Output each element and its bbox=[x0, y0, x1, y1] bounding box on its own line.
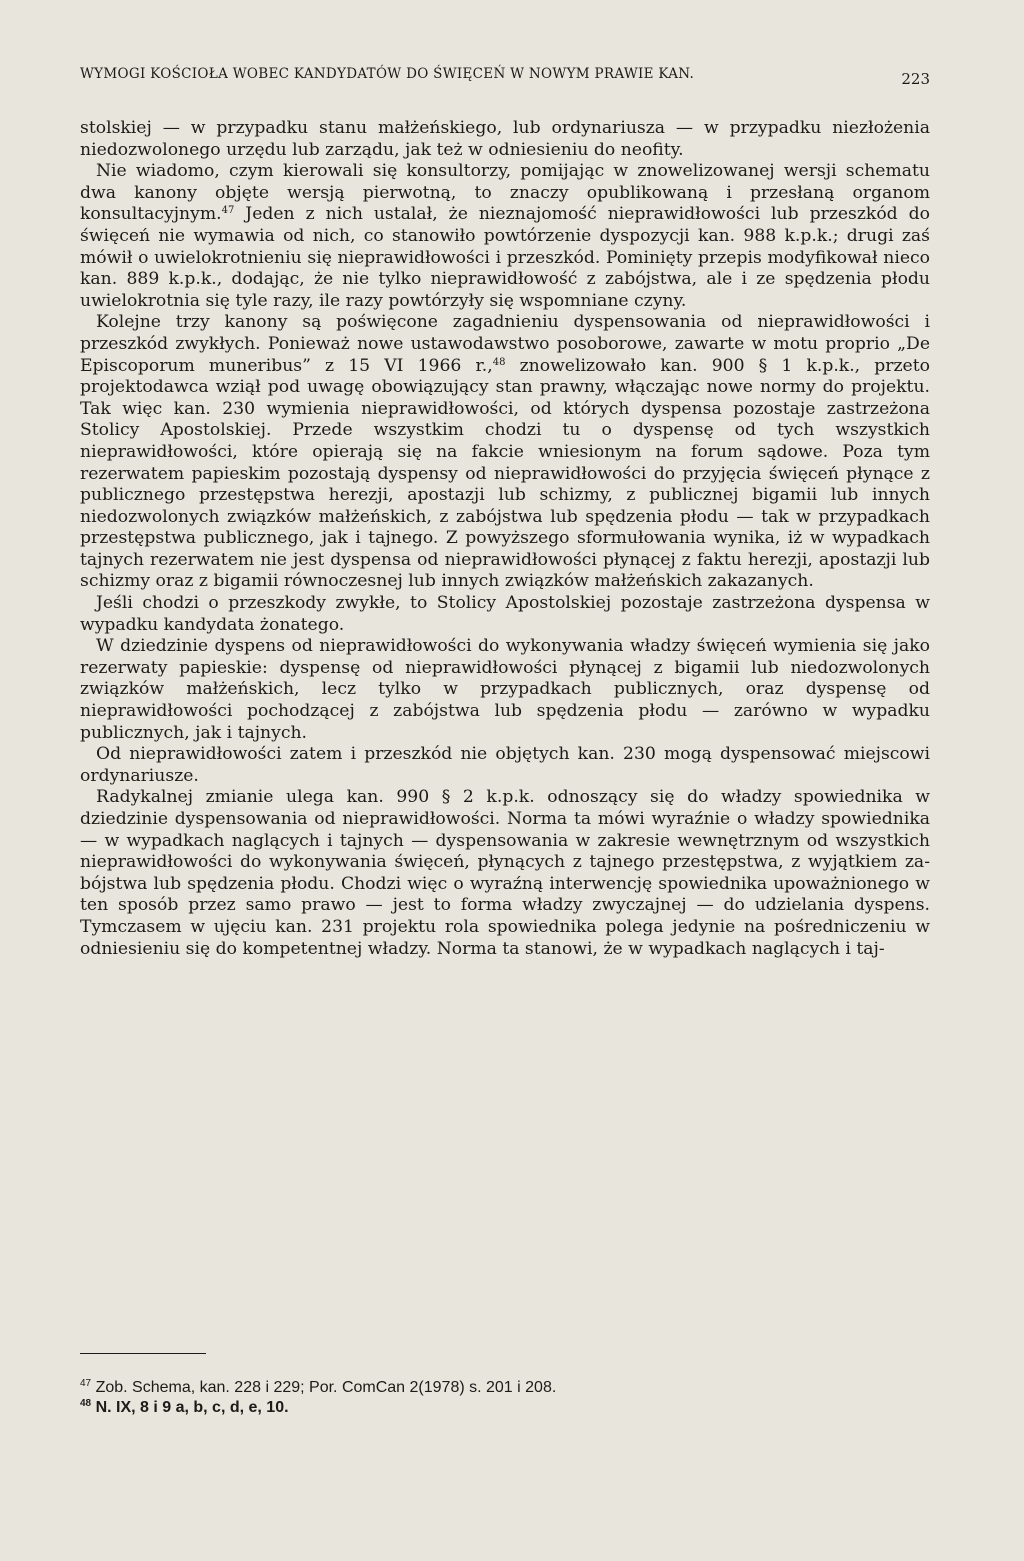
paragraph-text: stolskiej — w przypadku stanu małżeńskiego, lub ordynariusza — w przypadku niezłożenia niedozwolonego urzędu lub zarządu, jak też w odniesieniu do neofity. bbox=[80, 118, 930, 160]
footnote-text: Zob. Schema, kan. 228 i 229; Por. ComCan 2(1978) s. 201 i 208. bbox=[91, 1379, 557, 1396]
paragraph bbox=[80, 744, 930, 787]
paragraph-text: Kolejne trzy kanony są poświęcone zagadnieniu dyspensowania od nieprawidłowości i przeszkód zwykłych. Ponieważ nowe ustawodawstwo posoborowe, zawarte w motu proprio „De Episcoporum muneribus” z 15 VI 1966 r., bbox=[80, 312, 930, 376]
page-number: 223 bbox=[901, 70, 930, 88]
footnote-reference: 48 bbox=[492, 356, 506, 368]
paragraph-text: W dziedzinie dyspens od nieprawidłowości do wykonywania władzy święceń wymienia się jako rezerwaty papieskie: dyspensę od nieprawidłowości płynącej z bigamii lub niedozwolonych związków małżeńskich, lecz tylko w przypadkach publicznych, oraz dyspensę od nieprawidłowości pochodzącej z zabójstwa lub spędzenia płodu — zarówno w wypadku publicznych, jak i tajnych. bbox=[80, 636, 930, 743]
paragraph-text: znowelizowało kan. 900 § 1 k.p.k., przeto projektodawca wziął pod uwagę obowiązujący stan prawny, włączając nowe normy do projektu. Tak więc kan. 230 wymienia nieprawidłowości, od których dyspensa pozostaje zastrzeżona Stolicy Apostolskiej. Przede wszystkim chodzi tu o dyspensę od tych wszystkich nieprawidłowości, które opierają się na fakcie wniesionym na forum sądowe. Poza tym rezerwatem papieskim pozostają dyspensy od nieprawidłowości do przyjęcia święceń płynące z publicznego przestępstwa herezji, apostazji lub schizmy, z publicznej bigamii lub innych niedozwolonych związków małżeńskich, z zabójstwa lub spędzenia płodu — tak w przypadkach przestępstwa publicznego, jak i tajnego. Z powyższego sformułowania wynika, iż w wypadkach tajnych rezerwatem nie jest dyspensa od nieprawidłowości płynącej z faktu herezji, apostazji lub schizmy oraz z bigamii równoczesnej lub innych związków małżeńskich zakazanych. bbox=[80, 355, 930, 592]
footnote-reference: 47 bbox=[221, 205, 235, 217]
paragraph bbox=[80, 787, 930, 960]
paragraph-text: Jeden z nich ustalał, że nieznajomość nieprawidłowości lub przeszkód do święceń nie wymawia od nich, co stanowiło powtórzenie dyspozycji kan. 988 k.p.k.; drugi zaś mówił o uwielokrotnieniu się nieprawidłowości i przeszkód. Pominięty przepis modyfikował nieco kan. 889 k.p.k., dodając, że nie tylko nieprawidłowość z zabójstwa, ale i ze spędzenia płodu uwielokrotnia się tyle razy, ile razy powtórzyły się wspomniane czyny. bbox=[80, 204, 930, 311]
running-title: WYMOGI KOŚCIOŁA WOBEC KANDYDATÓW DO ŚWIĘCEŃ W NOWYM PRAWIE KAN. bbox=[80, 66, 695, 82]
paragraph bbox=[80, 118, 930, 161]
footnotes bbox=[80, 1378, 930, 1418]
paragraph-text: Od nieprawidłowości zatem i przeszkód nie objętych kan. 230 mogą dyspensować miejscowi ordynariusze. bbox=[80, 744, 930, 786]
footnote bbox=[80, 1378, 930, 1398]
footnote bbox=[80, 1398, 930, 1418]
footnote-mark: 47 bbox=[80, 1378, 92, 1389]
paragraph bbox=[80, 161, 930, 312]
paragraph-text: Radykalnej zmianie ulega kan. 990 § 2 k.p.k. odnoszący się do władzy spowiednika w dziedzinie dyspensowania od nieprawidłowości. Norma ta mówi wyraźnie o władzy spowiednika — w wypadkach naglących i tajnych — dyspensowania w zakresie wewnętrznym od wszystkich nieprawidłowości do wykonywania święceń, płynących z tajnego przestępstwa, z wyjątkiem zabójstwa lub spędzenia płodu. Chodzi więc o wyraźną interwencję spowiednika upoważnionego w ten sposób przez samo prawo — jest to forma władzy zwyczajnej — do udzielania dyspens. Tymczasem w ujęciu kan. 231 projektu rola spowiednika polega jedynie na pośredniczeniu w odniesieniu się do kompetentnej władzy. Norma ta stanowi, że w wypadkach naglących i taj- bbox=[80, 787, 930, 959]
running-header bbox=[80, 66, 930, 96]
paragraph bbox=[80, 636, 930, 744]
paragraph bbox=[80, 312, 930, 593]
footnote-separator bbox=[80, 1353, 206, 1354]
body-text bbox=[80, 118, 930, 960]
paragraph-text: Jeśli chodzi o przeszkody zwykłe, to Stolicy Apostolskiej pozostaje zastrzeżona dyspensa w wypadku kandydata żonatego. bbox=[80, 593, 930, 635]
paragraph bbox=[80, 593, 930, 636]
footnote-mark: 48 bbox=[80, 1398, 92, 1409]
paragraph-text: Nie wiadomo, czym kierowali się konsultorzy, pomijając w znowelizowanej wersji schematu dwa kanony objęte wersją pierwotną, to znaczy opublikowaną i przesłaną organom konsultacyjnym. bbox=[80, 161, 930, 225]
footnote-text: N. IX, 8 i 9 a, b, c, d, e, 10. bbox=[91, 1399, 289, 1416]
